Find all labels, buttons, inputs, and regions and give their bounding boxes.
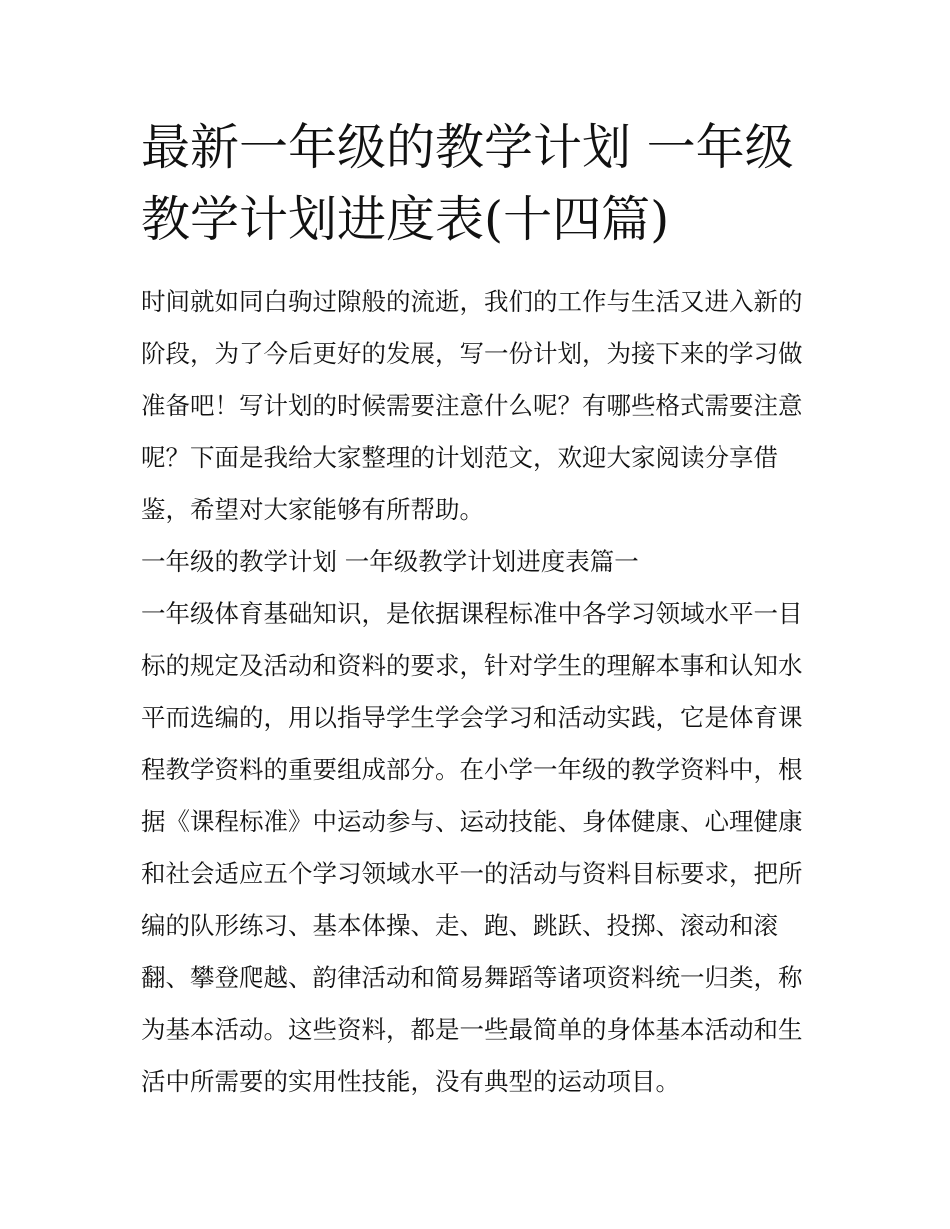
section-body-paragraph: 一年级体育基础知识，是依据课程标准中各学习领域水平一目标的规定及活动和资料的要求，针对学生的理解本事和认知水平而选编的，用以指导学生学会学习和活动实践，它是体育课程教学资料的重要组成部分。在小学一年级的教学资料中，根据《课程标准》中运动参与、运动技能、身体健康、心理健康和社会适应五个学习领域水平一的活动与资料目标要求，把所编的队形练习、基本体操、走、跑、跳跃、投掷、滚动和滚翻、攀登爬越、韵律活动和简易舞蹈等诸项资料统一归类，称为基本活动。这些资料，都是一些最简单的身体基本活动和生活中所需要的实用性技能，没有典型的运动项目。	[141, 599, 803, 1096]
document-title: 最新一年级的教学计划 一年级教学计划进度表(十四篇)	[141, 119, 794, 248]
intro-paragraph: 时间就如同白驹过隙般的流逝，我们的工作与生活又进入新的阶段，为了今后更好的发展，写一份计划，为接下来的学习做准备吧！写计划的时候需要注意什么呢？有哪些格式需要注意呢？下面是我给大家整理的计划范文，欢迎大家阅读分享借鉴，希望对大家能够有所帮助。	[141, 287, 803, 524]
document-page	[141, 112, 813, 1108]
section-heading: 一年级的教学计划 一年级教学计划进度表篇一	[141, 547, 639, 576]
